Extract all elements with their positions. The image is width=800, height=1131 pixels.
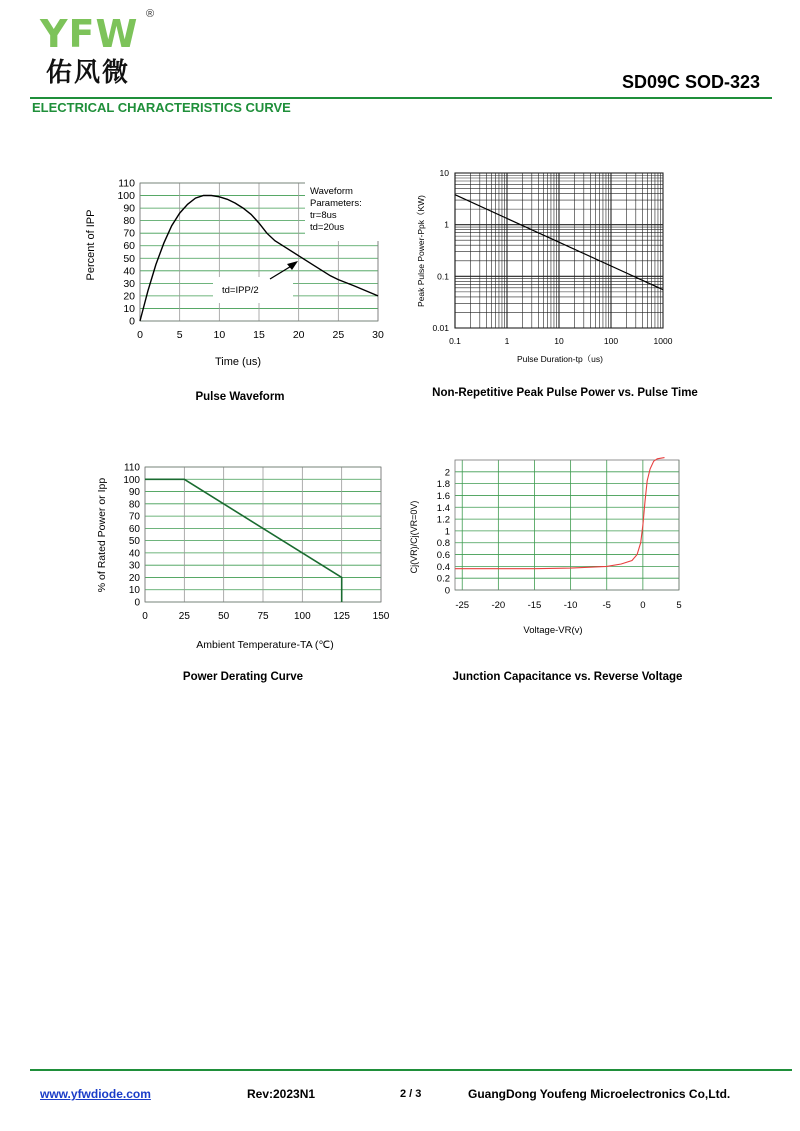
revision-label: Rev:2023N1 xyxy=(247,1087,316,1101)
y-tick-label: 10 xyxy=(439,168,449,178)
y-tick-label: 70 xyxy=(128,511,140,523)
y-tick-label: 0.01 xyxy=(432,323,449,333)
capacitance-curve xyxy=(455,458,665,569)
chart-tick-labels xyxy=(123,463,389,623)
caption-peak-power: Non-Repetitive Peak Pulse Power vs. Pulse Time xyxy=(432,387,698,399)
company-name: GuangDong Youfeng Microelectronics Co,Ltd. xyxy=(468,1087,731,1101)
y-tick-label: 30 xyxy=(128,560,140,572)
power-derating-chart xyxy=(85,460,395,655)
x-axis-label: Ambient Temperature-TA (℃) xyxy=(196,639,334,651)
y-tick-label: 0.1 xyxy=(437,271,449,282)
y-tick-label: 90 xyxy=(123,202,135,215)
arrow-head xyxy=(287,261,298,270)
y-tick-label: 90 xyxy=(128,487,140,499)
y-tick-label: 0.2 xyxy=(436,573,450,585)
y-tick-label: 30 xyxy=(123,277,135,290)
y-tick-label: 0 xyxy=(134,597,140,609)
x-axis-label: Voltage-VR(v) xyxy=(523,625,583,636)
y-tick-label: 1.2 xyxy=(436,514,450,526)
footer-divider xyxy=(30,1069,792,1071)
waveform-param-line-2: Parameters: xyxy=(310,198,362,209)
y-axis-label: % of Rated Power or Ipp xyxy=(96,477,108,593)
header-divider xyxy=(30,97,772,99)
y-tick-label: 1.6 xyxy=(436,490,450,502)
y-tick-label: 0.4 xyxy=(436,561,450,573)
x-tick-label: -25 xyxy=(455,600,470,611)
y-tick-label: 100 xyxy=(123,474,140,486)
x-tick-label: 20 xyxy=(292,329,305,341)
y-tick-label: 20 xyxy=(128,572,140,584)
waveform-param-line-1: Waveform xyxy=(310,186,353,197)
website-link[interactable]: www.yfwdiode.com xyxy=(40,1087,151,1101)
y-tick-label: 110 xyxy=(118,177,135,190)
y-axis-label: Percent of IPP xyxy=(85,209,97,281)
y-tick-label: 10 xyxy=(128,585,140,597)
caption-capacitance: Junction Capacitance vs. Reverse Voltage xyxy=(452,671,683,683)
y-tick-label: 0.6 xyxy=(436,550,450,562)
y-tick-label: 100 xyxy=(117,190,135,203)
y-tick-label: 40 xyxy=(123,265,135,278)
x-tick-label: 75 xyxy=(257,611,269,622)
pulse-waveform-chart xyxy=(80,175,400,375)
chart-tick-labels xyxy=(437,467,682,611)
part-title: SD09C SOD-323 xyxy=(621,72,760,92)
peak-pulse-power-chart xyxy=(410,165,695,375)
y-tick-label: 110 xyxy=(124,462,140,474)
y-tick-label: 70 xyxy=(123,227,135,240)
section-title: ELECTRICAL CHARACTERISTICS CURVE xyxy=(32,100,291,115)
y-axis-label: Peak Pulse Power-Ppk（KW) xyxy=(416,195,426,307)
y-tick-label: 2 xyxy=(444,467,450,479)
caption-derating: Power Derating Curve xyxy=(182,671,304,683)
chart-tick-labels xyxy=(432,168,672,346)
x-tick-label: 1 xyxy=(504,336,510,346)
chart-grid xyxy=(455,173,663,328)
y-tick-label: 60 xyxy=(128,523,140,535)
y-tick-label: 0 xyxy=(129,315,135,328)
x-tick-label: 100 xyxy=(293,611,311,622)
logo-text: YFW xyxy=(40,12,139,56)
x-tick-label: 10 xyxy=(213,329,226,341)
page-number: 2 / 3 xyxy=(400,1088,422,1100)
chart-grid xyxy=(455,460,679,590)
x-tick-label: 25 xyxy=(332,329,345,341)
y-tick-label: 1 xyxy=(444,219,449,230)
plot-frame xyxy=(455,460,679,590)
x-tick-label: 50 xyxy=(218,611,230,622)
waveform-param-line-4: td=20us xyxy=(310,222,345,233)
registered-mark: ® xyxy=(146,8,155,20)
y-tick-label: 60 xyxy=(123,240,135,253)
x-tick-label: 100 xyxy=(603,336,619,346)
junction-capacitance-chart xyxy=(405,455,695,645)
x-axis-label: Pulse Duration-tp（us) xyxy=(517,354,603,364)
x-tick-label: 1000 xyxy=(653,336,673,346)
x-tick-label: -5 xyxy=(602,600,611,611)
y-tick-label: 0 xyxy=(444,585,450,597)
y-tick-label: 50 xyxy=(128,536,140,548)
y-axis-label: Cj(VR)/Cj(VR=0V) xyxy=(409,500,419,574)
x-tick-label: 30 xyxy=(372,329,384,341)
y-tick-label: 0.8 xyxy=(436,538,450,550)
chart-grid xyxy=(145,467,381,602)
x-tick-label: 25 xyxy=(178,611,190,622)
arrow-label: td=IPP/2 xyxy=(222,285,259,296)
x-tick-label: -15 xyxy=(527,600,542,611)
y-tick-label: 50 xyxy=(123,252,135,265)
logo-chinese-text: 佑风微 xyxy=(46,58,131,88)
x-tick-label: 10 xyxy=(554,336,564,346)
x-tick-label: 150 xyxy=(372,611,390,622)
arrow-line xyxy=(270,265,293,279)
y-tick-label: 1 xyxy=(444,526,450,538)
x-axis-label: Time (us) xyxy=(214,356,262,368)
x-tick-label: 0 xyxy=(142,611,148,622)
x-tick-label: 0.1 xyxy=(449,336,461,346)
caption-pulse-waveform: Pulse Waveform xyxy=(195,391,285,403)
x-tick-label: -10 xyxy=(563,600,578,611)
x-tick-label: 125 xyxy=(333,611,351,622)
x-tick-label: 0 xyxy=(137,329,143,341)
x-tick-label: 5 xyxy=(176,329,183,341)
y-tick-label: 80 xyxy=(123,215,135,228)
y-tick-label: 1.4 xyxy=(436,502,450,514)
x-tick-label: 5 xyxy=(676,600,682,611)
x-tick-label: 0 xyxy=(640,600,646,611)
y-tick-label: 40 xyxy=(128,548,140,560)
y-tick-label: 10 xyxy=(123,302,135,315)
waveform-param-line-3: tr=8us xyxy=(310,210,337,221)
x-tick-label: 15 xyxy=(253,329,265,341)
y-tick-label: 20 xyxy=(123,290,135,303)
x-tick-label: -20 xyxy=(491,600,506,611)
y-tick-label: 1.8 xyxy=(436,479,450,491)
y-tick-label: 80 xyxy=(128,499,140,511)
